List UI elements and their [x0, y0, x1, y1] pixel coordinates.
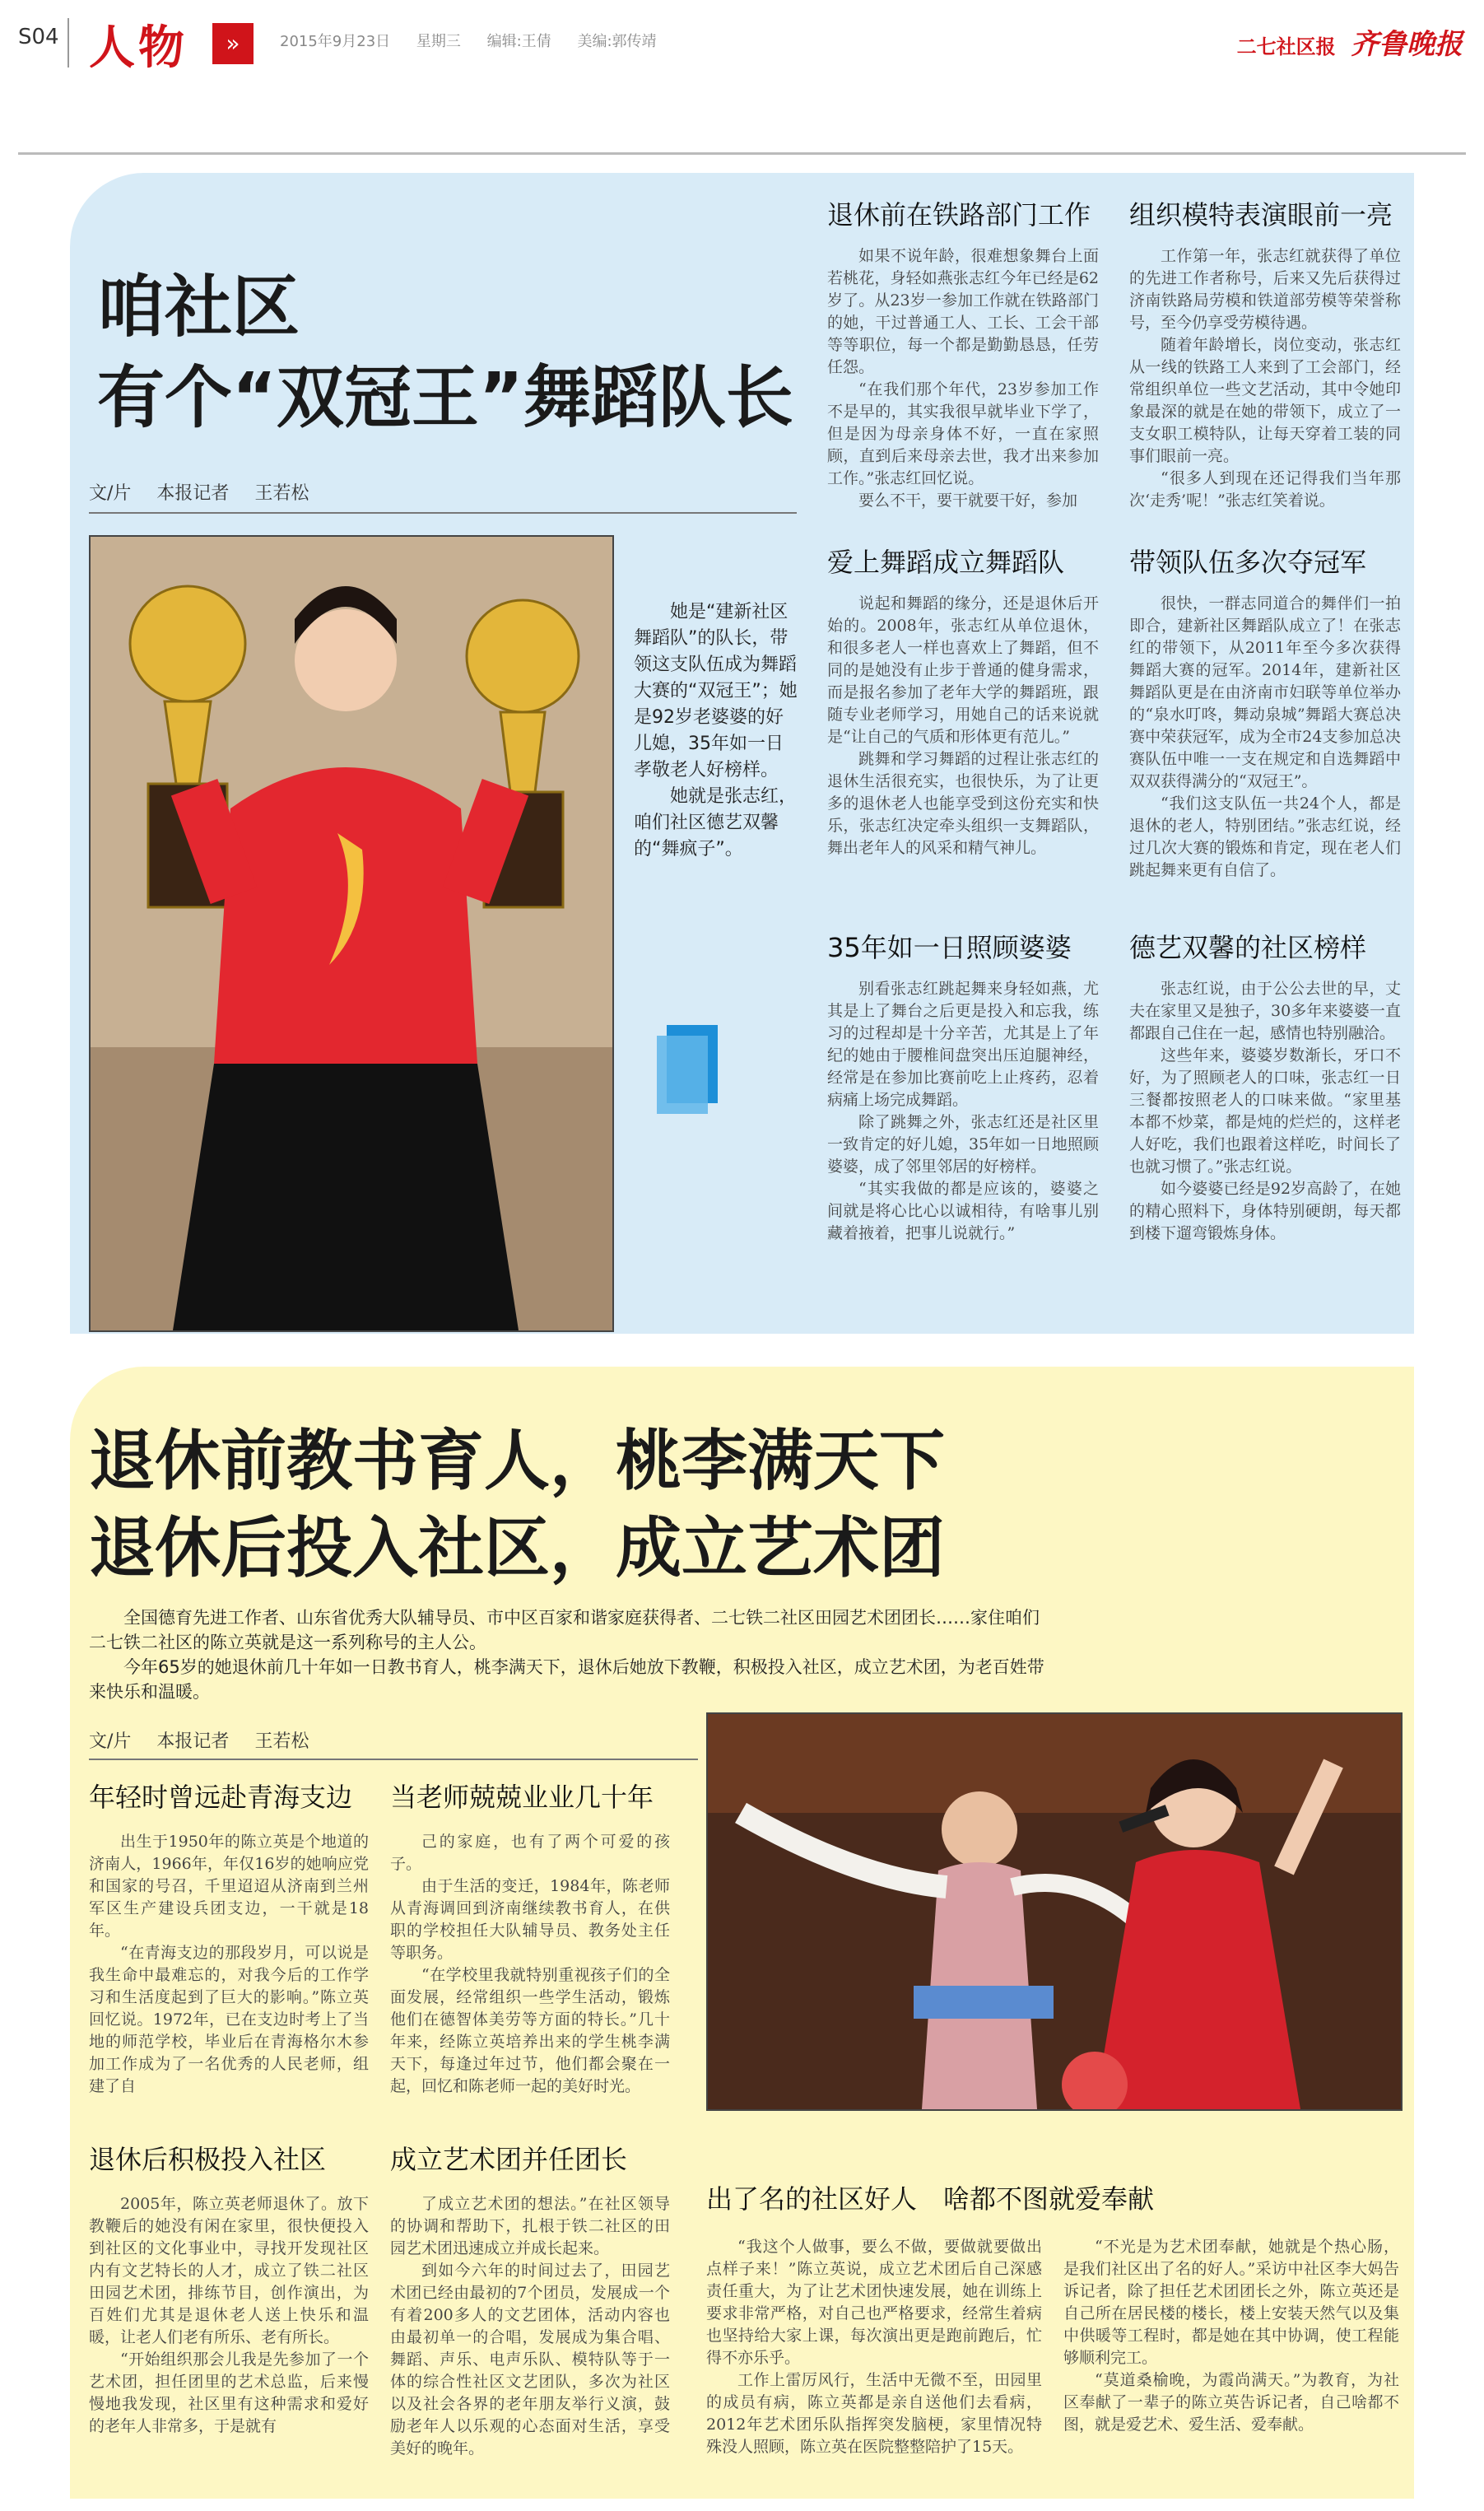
- paragraph: 出生于1950年的陈立英是个地道的济南人，1966年，年仅16岁的她响应党和国家的号召，千里迢迢从济南到兰州军区生产建设兵团支边，一干就是18年。: [89, 1833, 369, 1940]
- story1-section-2: [1129, 194, 1401, 515]
- section-arrow-icon: »: [212, 23, 254, 64]
- byline-rule: [89, 512, 797, 514]
- story1-photo-caption: [634, 599, 798, 863]
- byline-name: 王若松: [254, 1731, 309, 1752]
- paragraph: 由于生活的变迁，1984年，陈老师从青海调回到济南继续教书育人，在供职的学校担任大队辅导员、教务处主任等职务。: [390, 1877, 670, 1962]
- section-heading: 成立艺术团并任团长: [390, 2144, 628, 2175]
- lead-paragraph: 今年65岁的她退休前几十年如一日教书育人，桃李满天下，退休后她放下教鞭，积极投入社区，成立艺术团，为老百姓带来快乐和温暖。: [89, 1657, 1044, 1702]
- paragraph: 工作第一年，张志红就获得了单位的先进工作者称号，后来又先后获得过济南铁路局劳模和铁道部劳模等荣誉称号，至今仍享受劳模待遇。: [1129, 247, 1401, 332]
- story1-section-1: [827, 194, 1099, 515]
- paragraph: 如果不说年龄，很难想象舞台上面若桃花，身轻如燕张志红今年已经是62岁了。从23岁一参加工作就在铁路部门的她，干过普通工人、工长、工会干部等等职位，每一个都是勤勤恳恳，任劳任怨。: [827, 247, 1099, 376]
- section-heading: 组织模特表演眼前一亮: [1129, 199, 1393, 231]
- editor-credit: 编辑:王倩: [486, 33, 551, 50]
- paragraph: 如今婆婆已经是92岁高龄了，在她的精心照料下，身体特别硬朗，每天都到楼下遛弯锻炼身体。: [1129, 1180, 1401, 1242]
- story2-title-line1: 退休前教书育人，桃李满天下: [89, 1423, 945, 1499]
- byline-paper: 本报记者: [156, 1731, 230, 1752]
- section-heading: 德艺双馨的社区榜样: [1129, 932, 1367, 963]
- header-rule: [18, 152, 1466, 155]
- story2-section-3: [89, 2139, 369, 2485]
- byline-paper: 本报记者: [156, 483, 230, 504]
- story2-section-5-heading-wrap: [706, 2178, 1398, 2216]
- story1-byline: [89, 479, 328, 505]
- paragraph: 2005年，陈立英老师退休了。放下教鞭后的她没有闲在家里，很快便投入到社区的文化事业中，寻找开发现社区内有文艺特长的人才，成立了铁二社区田园艺术团，排练节目，创作演出，为百姓们尤其是退休老人送上快乐和温暖，让老人们老有所乐、老有所长。: [89, 2195, 369, 2346]
- story1-title-line1: 咱社区: [97, 268, 300, 347]
- performance-illustration: [708, 1714, 1401, 2109]
- section-heading: 当老师兢兢业业几十年: [390, 1782, 654, 1813]
- section-heading: 爱上舞蹈成立舞蹈队: [827, 547, 1065, 578]
- issue-date: 2015年9月23日: [280, 33, 391, 50]
- paragraph: 跳舞和学习舞蹈的过程让张志红的退休生活很充实，也很快乐，为了让更多的退休老人也能享受到这份充实和快乐，张志红决定牵头组织一支舞蹈队，舞出老年人的风采和精气神儿。: [827, 750, 1099, 857]
- paragraph: 除了跳舞之外，张志红还是社区里一致肯定的好儿媳，35年如一日地照顾婆婆，成了邻里邻居的好榜样。: [827, 1113, 1099, 1176]
- paragraph: “不光是为艺术团奉献，她就是个热心肠，是我们社区出了名的好人。”采访中社区李大妈告诉记者，除了担任艺术团团长之外，陈立英还是自己所在居民楼的楼长，楼上安装天然气以及集中供暖等工程时，都是她在其中协调，使工程能够顺利完工。: [1063, 2238, 1399, 2367]
- performance-stage-photo: [706, 1712, 1403, 2111]
- paragraph: 张志红说，由于公公去世的早，丈夫在家里又是独子，30多年来婆婆一直都跟自己住在一起，感情也特别融洽。: [1129, 980, 1401, 1042]
- paragraph: “在我们那个年代，23岁参加工作不是早的，其实我很早就毕业下学了，但是因为母亲身体不好，一直在家照顾，直到后来母亲去世，我才出来参加工作。”张志红回忆说。: [827, 380, 1099, 487]
- story2-byline: [89, 1727, 328, 1753]
- paragraph: 了成立艺术团的想法。”在社区领导的协调和帮助下，扎根于铁二社区的田园艺术团迅速成立并成长起来。: [390, 2195, 670, 2257]
- paragraph: “其实我做的都是应该的，婆婆之间就是将心比心以诚相待，有啥事儿别藏着掖着，把事儿说就行。”: [827, 1180, 1099, 1242]
- story1-section-3: [827, 542, 1099, 904]
- byline-role: 文/片: [89, 1731, 132, 1752]
- story2-section-4: [390, 2139, 670, 2485]
- issue-weekday: 星期三: [416, 33, 461, 50]
- paragraph: “我们这支队伍一共24个人，都是退休的老人，特别团结。”张志红说，经过几次大赛的锻炼和肯定，现在老人们跳起舞来更有自信了。: [1129, 794, 1401, 879]
- section-heading: 退休后积极投入社区: [89, 2144, 327, 2175]
- quote-box-shadow-icon: [657, 1036, 708, 1114]
- section-heading: 年轻时曾远赴青海支边: [89, 1782, 353, 1813]
- paragraph: “莫道桑榆晚，为霞尚满天。”为教育，为社区奉献了一辈子的陈立英告诉记者，自己啥都不图，就是爱艺术、爱生活、爱奉献。: [1063, 2371, 1399, 2434]
- story1-section-4: [1129, 542, 1401, 904]
- story2-section-1: [89, 1777, 369, 2106]
- lead-paragraph: 全国德育先进工作者、山东省优秀大队辅导员、市中区百家和谐家庭获得者、二七铁二社区田园艺术团团长……家住咱们二七铁二社区的陈立英就是这一系列称号的主人公。: [89, 1608, 1040, 1652]
- section-heading: 带领队伍多次夺冠军: [1129, 547, 1367, 578]
- paragraph: 随着年龄增长，岗位变动，张志红从一线的铁路工人来到了工会部门，经常组织单位一些文艺活动，其中令她印象最深的就是在她的带领下，成立了一支女职工模特队，让每天穿着工装的同事们眼前一亮。: [1129, 336, 1401, 465]
- story1-section-6: [1129, 927, 1401, 1314]
- designer-credit: 美编:郭传靖: [577, 33, 657, 50]
- story1-section-5: [827, 927, 1099, 1314]
- header-divider: [67, 18, 69, 68]
- paragraph: 工作上雷厉风行，生活中无微不至，田园里的成员有病，陈立英都是亲自送他们去看病，2012年艺术团乐队指挥突发脑梗，家里情况特殊没人照顾，陈立英在医院整整陪护了15天。: [706, 2371, 1042, 2456]
- page-number: S04: [18, 25, 59, 49]
- story2-section-5: [706, 2236, 1042, 2483]
- paragraph: 说起和舞蹈的缘分，还是退休后开始的。2008年，张志红从单位退休，和很多老人一样也喜欢上了舞蹈，但不同的是她没有止步于普通的健身需求，而是报名参加了老年大学的舞蹈班，跟随专业老师学习，用她自己的话来说就是“让自己的气质和形体更有范儿。”: [827, 594, 1099, 746]
- caption-p2: 她就是张志红，咱们社区德艺双馨的“舞疯子”。: [634, 786, 798, 860]
- paragraph: “很多人到现在还记得我们当年那次‘走秀’呢！”张志红笑着说。: [1129, 469, 1401, 510]
- paragraph: “在青海支边的那段岁月，可以说是我生命中最难忘的，对我今后的工作学习和生活度起到了巨大的影响。”陈立英回忆说。1972年，已在支边时考上了当地的师范学校，毕业后在青海格尔木参加工作成为了一名优秀的人民老师，组建了自: [89, 1944, 369, 2095]
- story2-section-6: [1063, 2236, 1399, 2483]
- story1-title-line2: 有个“双冠王”舞蹈队长: [97, 359, 793, 437]
- section-heading: 出了名的社区好人 啥都不图就爱奉献: [706, 2183, 1155, 2215]
- paragraph: “在学校里我就特别重视孩子们的全面发展，经常组织一些学生活动，锻炼他们在德智体美劳等方面的特长。”几十年来，经陈立英培养出来的学生桃李满天下，每逢过年过节，他们都会聚在一起，回忆和陈老师一起的美好时光。: [390, 1966, 670, 2095]
- paragraph: 别看张志红跳起舞来身轻如燕，尤其是上了舞台之后更是投入和忘我，练习的过程却是十分辛苦，尤其是上了年纪的她由于腰椎间盘突出压迫腿神经，经常是在参加比赛前吃上止疼药，忍着病痛上场完成舞蹈。: [827, 980, 1099, 1109]
- caption-p1: 她是“建新社区舞蹈队”的队长，带领这支队伍成为舞蹈大赛的“双冠王”；她是92岁老婆婆的好儿媳，35年如一日孝敬老人好榜样。: [634, 602, 798, 780]
- issue-meta: [280, 30, 678, 51]
- special-edition: 二七社区报: [1236, 35, 1336, 58]
- story2-title-line2: 退休后投入社区，成立艺术团: [89, 1510, 945, 1586]
- paragraph: “我这个人做事，要么不做，要做就要做出点样子来！”陈立英说，成立艺术团后自己深感责任重大，为了让艺术团快速发展，她在训练上要求非常严格，对自己也严格要求，经常生着病也坚持给大家上课，每次演出更是跑前跑后，忙得不亦乐乎。: [706, 2238, 1042, 2367]
- story2-section-2: [390, 1777, 670, 2106]
- paragraph: 要么不干，要干就要干好，参加: [858, 491, 1078, 510]
- story2-lead: [89, 1605, 1052, 1704]
- paragraph: “开始组织那会儿我是先参加了一个艺术团，担任团里的艺术总监，后来慢慢地我发现，社区里有这种需求和爱好的老年人非常多，于是就有: [89, 2350, 369, 2435]
- paragraph: 很快，一群志同道合的舞伴们一拍即合，建新社区舞蹈队成立了！在张志红的带领下，从2011年至今多次获得舞蹈大赛的冠军。2014年，建新社区舞蹈队更是在由济南市妇联等单位举办的“泉水叮咚，舞动泉城”舞蹈大赛总决赛中荣获冠军，成为全市24支参加总决赛队伍中唯一一支在规定和自选舞蹈中双双获得满分的“双冠王”。: [1129, 594, 1401, 790]
- section-name: 人物: [89, 21, 188, 75]
- newspaper-logo: 齐鲁晚报: [1351, 28, 1463, 61]
- dancer-trophy-photo: [89, 535, 614, 1332]
- dancer-illustration: [91, 537, 612, 1330]
- byline-role: 文/片: [89, 483, 132, 504]
- byline-name: 王若松: [254, 483, 309, 504]
- paragraph: 到如今六年的时间过去了，田园艺术团已经由最初的7个团员，发展成一个有着200多人的文艺团体，活动内容也由最初单一的合唱，发展成为集合唱、舞蹈、声乐、电声乐队、模特队等于一体的综合性社区文艺团队，多次为社区以及社会各界的老年朋友举行义演，鼓励老年人以乐观的心态面对生活，享受美好的晚年。: [390, 2262, 670, 2457]
- section-heading: 退休前在铁路部门工作: [827, 199, 1091, 231]
- newspaper-name: [1237, 21, 1463, 62]
- byline-rule: [89, 1759, 698, 1760]
- paragraph: 己的家庭，也有了两个可爱的孩子。: [390, 1833, 670, 1873]
- paragraph: 这些年来，婆婆岁数渐长，牙口不好，为了照顾老人的口味，张志红一日三餐都按照老人的口味来做。“家里基本都不炒菜，都是炖的烂烂的，这样老人好吃，我们也跟着这样吃，时间长了也就习惯了。”张志红说。: [1129, 1046, 1401, 1176]
- section-heading: 35年如一日照顾婆婆: [827, 932, 1072, 963]
